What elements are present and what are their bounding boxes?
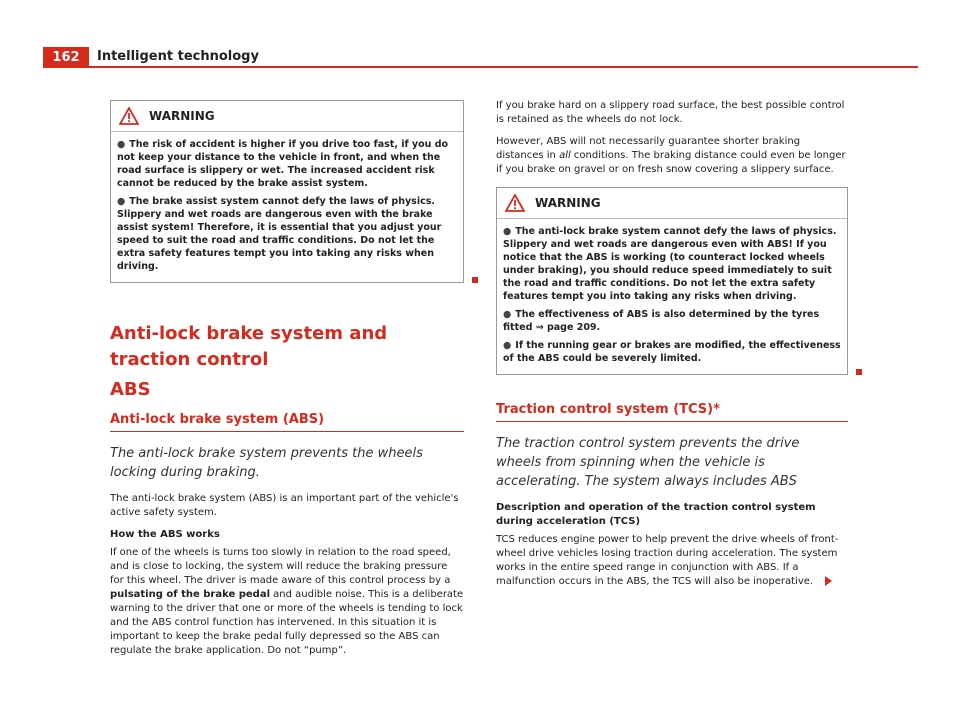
subsection-title: Anti-lock brake system (ABS)	[110, 413, 464, 432]
warning-item: ● The effectiveness of ABS is also determined by the tyres fitted ⇒ page 209.	[503, 309, 820, 333]
header-rule	[89, 66, 918, 68]
end-of-section-icon	[472, 277, 478, 283]
page-number: 162	[43, 47, 89, 68]
warning-item: ● The anti-lock brake system cannot defy the laws of physics. Slippery and wet roads are dangerous even with ABS! If you notice that the ABS is working (to counteract locked wheels under braking), you should reduce speed immediately to suit the road and traffic conditions. Do not let the extra safety features tempt you into taking any risks when driving.	[503, 226, 837, 302]
warning-box	[496, 187, 848, 375]
warning-triangle-icon	[505, 194, 525, 212]
paragraph: The anti-lock brake system (ABS) is an important part of the vehicle's active safety system.	[110, 493, 459, 518]
section-title: Anti-lock brake system and traction control	[110, 323, 388, 370]
warning-header	[497, 188, 847, 219]
paragraph: If you brake hard on a slippery road surface, the best possible control is retained as the wheels do not lock.	[496, 100, 845, 125]
paragraph-heading: How the ABS works	[110, 529, 220, 540]
section-title-cont: ABS	[110, 379, 151, 400]
right-column	[496, 99, 848, 597]
left-column	[110, 100, 464, 666]
warning-triangle-icon	[119, 107, 139, 125]
continue-arrow-icon	[825, 576, 832, 586]
paragraph: If one of the wheels is turns too slowly in relation to the road speed, and is close to locking, the system will reduce the braking pressure for this wheel. The driver is made aware of this control process by a pulsating of the brake pedal and audible noise. This is a deliberate warning to the driver that one or more of the wheels is tending to lock and the ABS control function has intervened. In this situation it is important to keep the brake pedal fully depressed so the ABS can regulate the brake application. Do not “pump”.	[110, 547, 464, 656]
subsection-title: Traction control system (TCS)*	[496, 403, 848, 422]
warning-title: WARNING	[535, 196, 601, 210]
warning-item: ● If the running gear or brakes are modified, the effectiveness of the ABS could be severely limited.	[503, 340, 841, 364]
paragraph-heading: Description and operation of the traction control system during acceleration (TCS)	[496, 502, 816, 527]
end-of-section-icon	[856, 369, 862, 375]
warning-box	[110, 100, 464, 283]
lead-text: The traction control system prevents the drive wheels from spinning when the vehicle is accelerating. The system always includes ABS	[496, 436, 800, 489]
paragraph: However, ABS will not necessarily guarantee shorter braking distances in all conditions. The braking distance could even be longer if you brake on gravel or on fresh snow covering a slippery surface.	[496, 136, 846, 175]
lead-text: The anti-lock brake system prevents the wheels locking during braking.	[110, 446, 423, 480]
warning-item: ● The brake assist system cannot defy the laws of physics. Slippery and wet roads are dangerous even with the brake assist system! Therefore, it is essential that you adjust your speed to suit the road and traffic conditions. Do not let the extra safety features tempt you into taking any risks when driving.	[117, 196, 442, 272]
page-header-title: Intelligent technology	[97, 49, 259, 64]
warning-item: ● The risk of accident is higher if you drive too fast, if you do not keep your distance to the vehicle in front, and when the road surface is slippery or wet. The increased accident risk cannot be reduced by the brake assist system.	[117, 139, 449, 189]
paragraph: TCS reduces engine power to help prevent the drive wheels of front-wheel drive vehicles losing traction during acceleration. The system works in the entire speed range in conjunction with ABS. If a malfunction occurs in the ABS, the TCS will also be inoperative.	[496, 534, 839, 587]
warning-header	[111, 101, 463, 132]
warning-title: WARNING	[149, 109, 215, 123]
page-reference-link[interactable]: ⇒ page 209.	[535, 322, 601, 333]
